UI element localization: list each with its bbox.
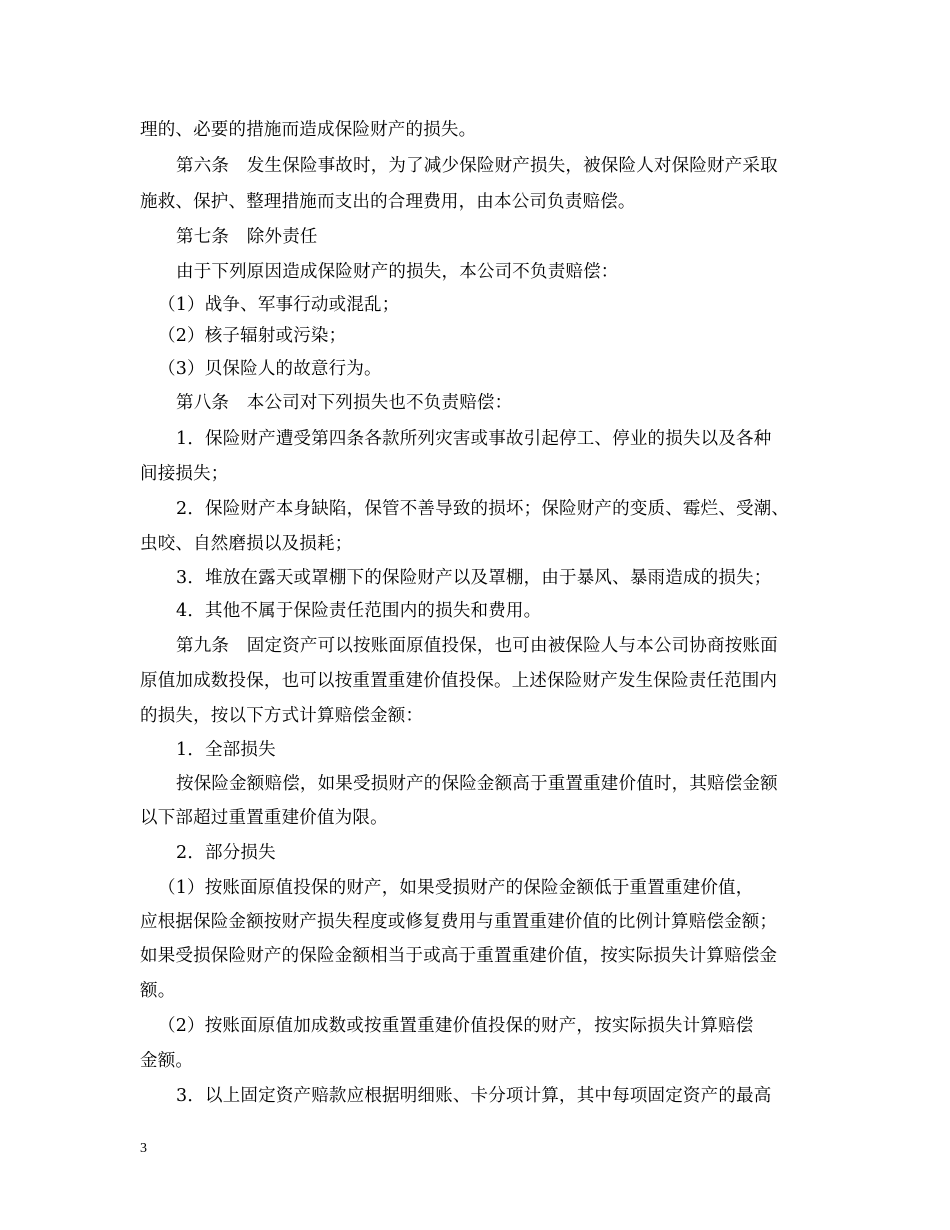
text-line: 1．全部损失: [176, 740, 276, 760]
text-line: 施救、保护、整理措施而支出的合理费用，由本公司负责赔偿。: [140, 192, 636, 212]
text-line: 应根据保险金额按财产损失程度或修复费用与重置重建价值的比例计算赔偿金额；: [140, 912, 778, 932]
text-line: （1）按账面原值投保的财产，如果受损财产的保险金额低于重置重建价值，: [158, 878, 754, 898]
text-line: （1）战争、军事行动或混乱；: [158, 295, 400, 315]
text-line: 金额。: [140, 1051, 194, 1071]
page-number: 3: [140, 1141, 147, 1156]
text-line: 4．其他不属于保险责任范围内的损失和费用。: [176, 601, 542, 621]
text-line: （2）按账面原值加成数或按重置重建价值投保的财产，按实际损失计算赔偿: [158, 1016, 754, 1036]
text-line: 第九条 固定资产可以按账面原值投保，也可由被保险人与本公司协商按账面: [176, 636, 778, 656]
text-line: 3．堆放在露天或罩棚下的保险财产以及罩棚，由于暴风、暴雨造成的损失；: [176, 568, 772, 588]
text-line: 第八条 本公司对下列损失也不负责赔偿：: [176, 393, 513, 413]
text-line: 虫咬、自然磨损以及损耗；: [140, 534, 353, 554]
text-line: 由于下列原因造成保险财产的损失，本公司不负责赔偿：: [176, 262, 619, 282]
text-line: 第六条 发生保险事故时，为了减少保险财产损失，被保险人对保险财产采取: [176, 156, 778, 176]
text-line: 如果受损保险财产的保险金额相当于或高于重置重建价值，按实际损失计算赔偿金: [140, 946, 778, 966]
text-line: 第七条 除外责任: [176, 227, 318, 247]
text-line: 间接损失；: [140, 464, 229, 484]
text-line: 按保险金额赔偿，如果受损财产的保险金额高于重置重建价值时，其赔偿金额: [176, 774, 778, 794]
text-line: 理的、必要的措施而造成保险财产的损失。: [140, 120, 477, 140]
text-line: 额。: [140, 981, 176, 1001]
text-line: 以下部超过重置重建价值为限。: [140, 808, 388, 828]
text-line: 1．保险财产遭受第四条各款所列灾害或事故引起停工、停业的损失以及各种: [176, 429, 772, 449]
text-line: 的损失，按以下方式计算赔偿金额：: [140, 706, 424, 726]
text-line: （2）核子辐射或污染；: [158, 326, 347, 346]
text-line: （3）贝保险人的故意行为。: [158, 359, 382, 379]
text-line: 原值加成数投保，也可以按重置重建价值投保。上述保险财产发生保险责任范围内: [140, 671, 778, 691]
text-line: 2．部分损失: [176, 843, 276, 863]
text-line: 3．以上固定资产赔款应根据明细账、卡分项计算，其中每项固定资产的最高: [176, 1086, 772, 1106]
text-line: 2．保险财产本身缺陷，保管不善导致的损坏；保险财产的变质、霉烂、受潮、: [176, 499, 790, 519]
